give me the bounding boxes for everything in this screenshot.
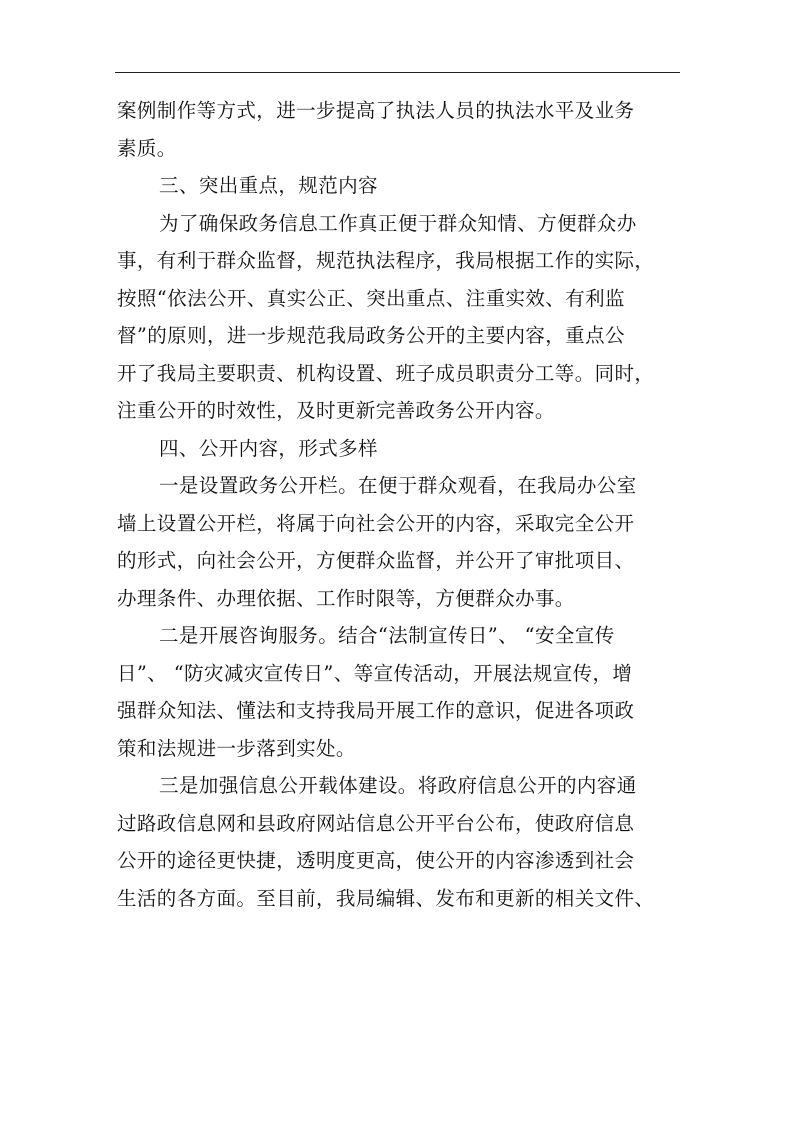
text-line-15: 二是开展咨询服务。结合“法制宣传日”、 “安全宣传 bbox=[159, 624, 615, 647]
header-rule bbox=[115, 72, 680, 73]
section-heading-3: 三、突出重点，规范内容 bbox=[159, 174, 378, 197]
text-line-12: 墙上设置公开栏，将属于向社会公开的内容，采取完全公开 bbox=[117, 511, 635, 535]
text-line-17: 强群众知法、懂法和支持我局开展工作的意识，促进各项政 bbox=[117, 699, 635, 722]
text-line-4: 为了确保政务信息工作真正便于群众知情、方便群众办 bbox=[159, 211, 637, 235]
text-line-22: 生活的各方面。至目前，我局编辑、发布和更新的相关文件、 bbox=[117, 886, 655, 910]
text-line-14: 办理条件、办理依据、工作时限等，方便群众办事。 bbox=[117, 586, 575, 610]
text-line-7: 督”的原则，进一步规范我局政务公开的主要内容，重点公 bbox=[117, 324, 625, 347]
text-line-19: 三是加强信息公开载体建设。将政府信息公开的内容通 bbox=[159, 774, 637, 797]
text-line-1: 案例制作等方式，进一步提高了执法人员的执法水平及业务 bbox=[117, 99, 635, 122]
section-heading-4: 四、公开内容，形式多样 bbox=[159, 436, 378, 460]
text-line-11: 一是设置政务公开栏。在便于群众观看，在我局办公室 bbox=[159, 474, 637, 497]
text-line-21: 公开的途径更快捷，透明度更高，使公开的内容渗透到社会 bbox=[117, 849, 635, 872]
text-line-20: 过路政信息网和县政府网站信息公开平台公布，使政府信息 bbox=[117, 811, 635, 835]
document-body bbox=[117, 92, 682, 917]
text-line-13: 的形式，向社会公开，方便群众监督，并公开了审批项目、 bbox=[117, 549, 635, 572]
text-line-5: 事，有利于群众监督，规范执法程序，我局根据工作的实际， bbox=[117, 249, 655, 272]
text-line-18: 策和法规进一步落到实处。 bbox=[117, 736, 356, 760]
text-line-8: 开了我局主要职责、机构设置、班子成员职责分工等。同时， bbox=[117, 361, 655, 385]
text-line-16: 日”、 “防灾减灾宣传日”、等宣传活动，开展法规宣传，增 bbox=[117, 661, 633, 685]
text-line-2: 素质。 bbox=[117, 136, 177, 160]
text-line-6: 按照“依法公开、真实公正、突出重点、注重实效、有利监 bbox=[117, 286, 625, 310]
text-line-9: 注重公开的时效性，及时更新完善政务公开内容。 bbox=[117, 399, 555, 422]
